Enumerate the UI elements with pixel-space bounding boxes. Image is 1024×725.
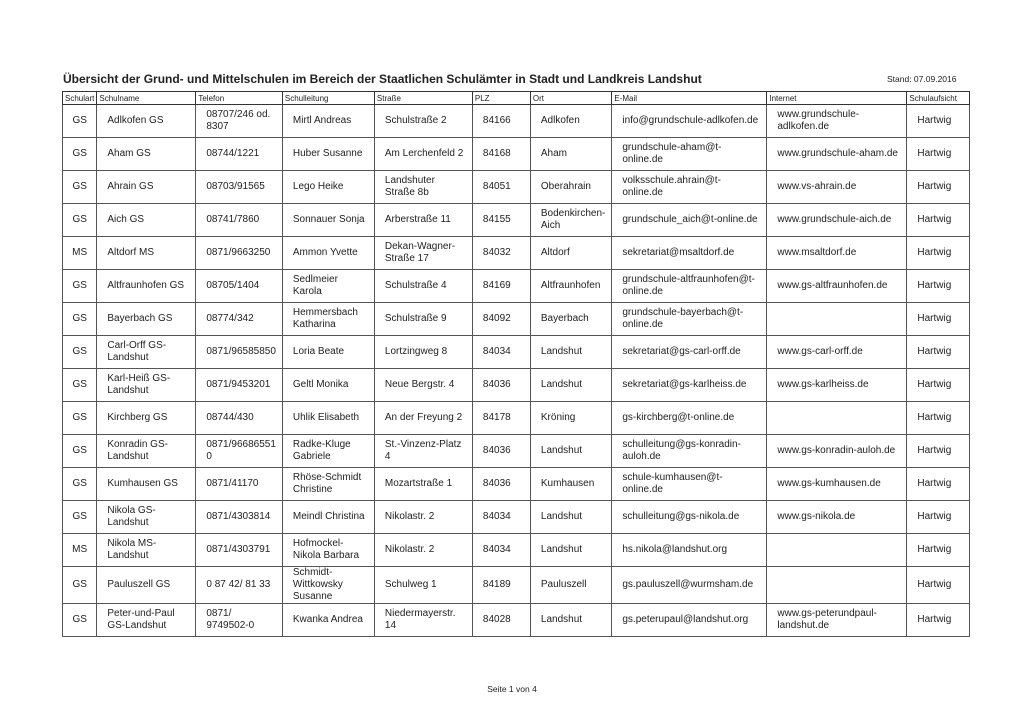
cell-ort: Landshut [530, 336, 611, 369]
cell-strasse: An der Freyung 2 [374, 402, 472, 435]
cell-schulaufsicht: Hartwig [907, 303, 970, 336]
column-header-internet: Internet [767, 92, 907, 105]
cell-schulname: Bayerbach GS [97, 303, 196, 336]
cell-strasse: Mozartstraße 1 [374, 468, 472, 501]
cell-email: grundschule-altfraunhofen@t-online.de [612, 270, 767, 303]
cell-schulname: Ahrain GS [97, 171, 196, 204]
cell-telefon: 08744/430 [196, 402, 283, 435]
cell-strasse: Schulstraße 4 [374, 270, 472, 303]
column-header-schulname: Schulname [97, 92, 196, 105]
cell-telefon: 0 87 42/ 81 33 [196, 567, 283, 604]
cell-schulname: Peter-und-Paul GS-Landshut [97, 604, 196, 637]
cell-strasse: Schulweg 1 [374, 567, 472, 604]
cell-schulleitung: Mirtl Andreas [282, 105, 374, 138]
cell-email: info@grundschule-adlkofen.de [612, 105, 767, 138]
cell-strasse: Schulstraße 2 [374, 105, 472, 138]
cell-ort: Landshut [530, 369, 611, 402]
cell-internet: www.grundschule-aich.de [767, 204, 907, 237]
cell-email: hs.nikola@landshut.org [612, 534, 767, 567]
cell-email: gs.peterupaul@landshut.org [612, 604, 767, 637]
table-row [63, 303, 970, 336]
column-header-stra-e: Straße [374, 92, 472, 105]
cell-plz: 84092 [472, 303, 530, 336]
table-row [63, 435, 970, 468]
cell-schulart: GS [63, 501, 97, 534]
cell-ort: Adlkofen [530, 105, 611, 138]
cell-schulleitung: Hofmockel-Nikola Barbara [282, 534, 374, 567]
table-row [63, 501, 970, 534]
table-row [63, 567, 970, 604]
table-row [63, 204, 970, 237]
table-row [63, 369, 970, 402]
cell-schulname: Aham GS [97, 138, 196, 171]
cell-telefon: 08707/246 od. 8307 [196, 105, 283, 138]
cell-schulname: Konradin GS-Landshut [97, 435, 196, 468]
cell-schulaufsicht: Hartwig [907, 171, 970, 204]
table-row [63, 468, 970, 501]
cell-internet [767, 534, 907, 567]
cell-schulleitung: Huber Susanne [282, 138, 374, 171]
cell-schulaufsicht: Hartwig [907, 204, 970, 237]
column-header-e-mail: E-Mail [612, 92, 767, 105]
cell-plz: 84051 [472, 171, 530, 204]
cell-ort: Altfraunhofen [530, 270, 611, 303]
cell-ort: Landshut [530, 435, 611, 468]
table-row [63, 237, 970, 270]
cell-schulaufsicht: Hartwig [907, 369, 970, 402]
cell-plz: 84032 [472, 237, 530, 270]
cell-schulleitung: Sedlmeier Karola [282, 270, 374, 303]
table-header-row [63, 92, 970, 105]
cell-strasse: Lortzingweg 8 [374, 336, 472, 369]
schools-table [62, 91, 970, 637]
cell-schulart: MS [63, 534, 97, 567]
cell-ort: Bodenkirchen-Aich [530, 204, 611, 237]
cell-internet: www.gs-nikola.de [767, 501, 907, 534]
cell-internet: www.grundschule-aham.de [767, 138, 907, 171]
cell-schulleitung: Geltl Monika [282, 369, 374, 402]
cell-email: sekretariat@msaltdorf.de [612, 237, 767, 270]
cell-strasse: Am Lerchenfeld 2 [374, 138, 472, 171]
cell-plz: 84034 [472, 501, 530, 534]
cell-telefon: 08744/1221 [196, 138, 283, 171]
cell-internet [767, 567, 907, 604]
cell-telefon: 08705/1404 [196, 270, 283, 303]
cell-schulaufsicht: Hartwig [907, 534, 970, 567]
cell-ort: Altdorf [530, 237, 611, 270]
cell-email: schule-kumhausen@t-online.de [612, 468, 767, 501]
cell-schulart: GS [63, 604, 97, 637]
table-row [63, 105, 970, 138]
column-header-ort: Ort [530, 92, 611, 105]
cell-telefon: 0871/9663250 [196, 237, 283, 270]
cell-email: grundschule_aich@t-online.de [612, 204, 767, 237]
cell-telefon: 0871/96686551 0 [196, 435, 283, 468]
cell-schulname: Adlkofen GS [97, 105, 196, 138]
cell-schulart: GS [63, 204, 97, 237]
cell-schulleitung: Kwanka Andrea [282, 604, 374, 637]
cell-plz: 84166 [472, 105, 530, 138]
cell-internet: www.gs-peterundpaul-landshut.de [767, 604, 907, 637]
column-header-schulart: Schulart [63, 92, 97, 105]
cell-schulaufsicht: Hartwig [907, 138, 970, 171]
cell-schulaufsicht: Hartwig [907, 270, 970, 303]
cell-schulleitung: Loria Beate [282, 336, 374, 369]
page-number: Seite 1 von 4 [487, 684, 537, 694]
cell-schulleitung: Ammon Yvette [282, 237, 374, 270]
cell-strasse: Schulstraße 9 [374, 303, 472, 336]
page-title: Übersicht der Grund- und Mittelschulen im Bereich der Staatlichen Schulämter in Stadt und Landkreis Landshut [63, 72, 702, 86]
cell-internet: www.gs-kumhausen.de [767, 468, 907, 501]
cell-strasse: Niedermayerstr. 14 [374, 604, 472, 637]
cell-schulart: GS [63, 138, 97, 171]
cell-email: schulleitung@gs-konradin-auloh.de [612, 435, 767, 468]
cell-schulart: GS [63, 336, 97, 369]
cell-telefon: 08774/342 [196, 303, 283, 336]
cell-plz: 84036 [472, 369, 530, 402]
cell-email: grundschule-aham@t-online.de [612, 138, 767, 171]
cell-schulname: Kirchberg GS [97, 402, 196, 435]
cell-strasse: Neue Bergstr. 4 [374, 369, 472, 402]
cell-schulart: GS [63, 270, 97, 303]
cell-internet: www.vs-ahrain.de [767, 171, 907, 204]
cell-email: grundschule-bayerbach@t-online.de [612, 303, 767, 336]
cell-schulart: GS [63, 369, 97, 402]
table-row [63, 604, 970, 637]
cell-internet: www.msaltdorf.de [767, 237, 907, 270]
cell-schulart: GS [63, 435, 97, 468]
cell-email: sekretariat@gs-carl-orff.de [612, 336, 767, 369]
cell-schulart: GS [63, 303, 97, 336]
cell-schulname: Nikola MS-Landshut [97, 534, 196, 567]
cell-telefon: 0871/41170 [196, 468, 283, 501]
cell-strasse: Landshuter Straße 8b [374, 171, 472, 204]
cell-plz: 84034 [472, 534, 530, 567]
cell-schulleitung: Uhlik Elisabeth [282, 402, 374, 435]
cell-strasse: St.-Vinzenz-Platz 4 [374, 435, 472, 468]
cell-telefon: 0871/96585850 [196, 336, 283, 369]
cell-schulname: Kumhausen GS [97, 468, 196, 501]
cell-email: gs.pauluszell@wurmsham.de [612, 567, 767, 604]
cell-schulname: Nikola GS-Landshut [97, 501, 196, 534]
cell-internet [767, 303, 907, 336]
cell-email: sekretariat@gs-karlheiss.de [612, 369, 767, 402]
cell-schulart: GS [63, 105, 97, 138]
cell-plz: 84178 [472, 402, 530, 435]
cell-telefon: 0871/9453201 [196, 369, 283, 402]
cell-ort: Kröning [530, 402, 611, 435]
column-header-schulaufsicht: Schulaufsicht [907, 92, 970, 105]
cell-ort: Oberahrain [530, 171, 611, 204]
table-row [63, 270, 970, 303]
cell-schulaufsicht: Hartwig [907, 501, 970, 534]
cell-ort: Landshut [530, 501, 611, 534]
cell-schulaufsicht: Hartwig [907, 567, 970, 604]
cell-schulaufsicht: Hartwig [907, 105, 970, 138]
cell-schulname: Altfraunhofen GS [97, 270, 196, 303]
cell-schulname: Altdorf MS [97, 237, 196, 270]
cell-schulleitung: Lego Heike [282, 171, 374, 204]
cell-schulleitung: Rhöse-Schmidt Christine [282, 468, 374, 501]
cell-schulart: MS [63, 237, 97, 270]
cell-telefon: 08703/91565 [196, 171, 283, 204]
table-row [63, 534, 970, 567]
table-row [63, 171, 970, 204]
cell-email: gs-kirchberg@t-online.de [612, 402, 767, 435]
cell-plz: 84168 [472, 138, 530, 171]
cell-schulaufsicht: Hartwig [907, 336, 970, 369]
cell-schulname: Karl-Heiß GS-Landshut [97, 369, 196, 402]
cell-ort: Bayerbach [530, 303, 611, 336]
cell-schulart: GS [63, 567, 97, 604]
table-row [63, 402, 970, 435]
cell-schulleitung: Sonnauer Sonja [282, 204, 374, 237]
cell-ort: Landshut [530, 534, 611, 567]
cell-strasse: Nikolastr. 2 [374, 501, 472, 534]
cell-email: volksschule.ahrain@t-online.de [612, 171, 767, 204]
cell-plz: 84155 [472, 204, 530, 237]
cell-telefon: 0871/ 9749502-0 [196, 604, 283, 637]
cell-strasse: Arberstraße 11 [374, 204, 472, 237]
cell-plz: 84036 [472, 468, 530, 501]
table-body [63, 105, 970, 637]
cell-schulart: GS [63, 468, 97, 501]
cell-ort: Pauluszell [530, 567, 611, 604]
table-row [63, 138, 970, 171]
cell-schulaufsicht: Hartwig [907, 402, 970, 435]
cell-ort: Kumhausen [530, 468, 611, 501]
cell-internet: www.gs-carl-orff.de [767, 336, 907, 369]
cell-ort: Aham [530, 138, 611, 171]
cell-telefon: 08741/7860 [196, 204, 283, 237]
cell-schulname: Aich GS [97, 204, 196, 237]
cell-plz: 84189 [472, 567, 530, 604]
column-header-plz: PLZ [472, 92, 530, 105]
cell-ort: Landshut [530, 604, 611, 637]
cell-email: schulleitung@gs-nikola.de [612, 501, 767, 534]
cell-schulname: Carl-Orff GS-Landshut [97, 336, 196, 369]
cell-telefon: 0871/4303814 [196, 501, 283, 534]
cell-internet [767, 402, 907, 435]
cell-internet: www.grundschule-adlkofen.de [767, 105, 907, 138]
cell-schulaufsicht: Hartwig [907, 604, 970, 637]
cell-schulname: Pauluszell GS [97, 567, 196, 604]
cell-internet: www.gs-altfraunhofen.de [767, 270, 907, 303]
cell-plz: 84036 [472, 435, 530, 468]
column-header-telefon: Telefon [196, 92, 283, 105]
cell-schulleitung: Meindl Christina [282, 501, 374, 534]
cell-plz: 84028 [472, 604, 530, 637]
cell-strasse: Nikolastr. 2 [374, 534, 472, 567]
cell-schulart: GS [63, 402, 97, 435]
cell-internet: www.gs-karlheiss.de [767, 369, 907, 402]
cell-schulleitung: Radke-Kluge Gabriele [282, 435, 374, 468]
cell-strasse: Dekan-Wagner-Straße 17 [374, 237, 472, 270]
cell-schulleitung: Hemmersbach Katharina [282, 303, 374, 336]
cell-schulaufsicht: Hartwig [907, 468, 970, 501]
cell-plz: 84034 [472, 336, 530, 369]
cell-schulaufsicht: Hartwig [907, 435, 970, 468]
cell-schulaufsicht: Hartwig [907, 237, 970, 270]
cell-internet: www.gs-konradin-auloh.de [767, 435, 907, 468]
cell-plz: 84169 [472, 270, 530, 303]
cell-schulleitung: Schmidt-Wittkowsky Susanne [282, 567, 374, 604]
table-row [63, 336, 970, 369]
column-header-schulleitung: Schulleitung [282, 92, 374, 105]
cell-schulart: GS [63, 171, 97, 204]
stand-date: Stand: 07.09.2016 [887, 74, 957, 84]
cell-telefon: 0871/4303791 [196, 534, 283, 567]
